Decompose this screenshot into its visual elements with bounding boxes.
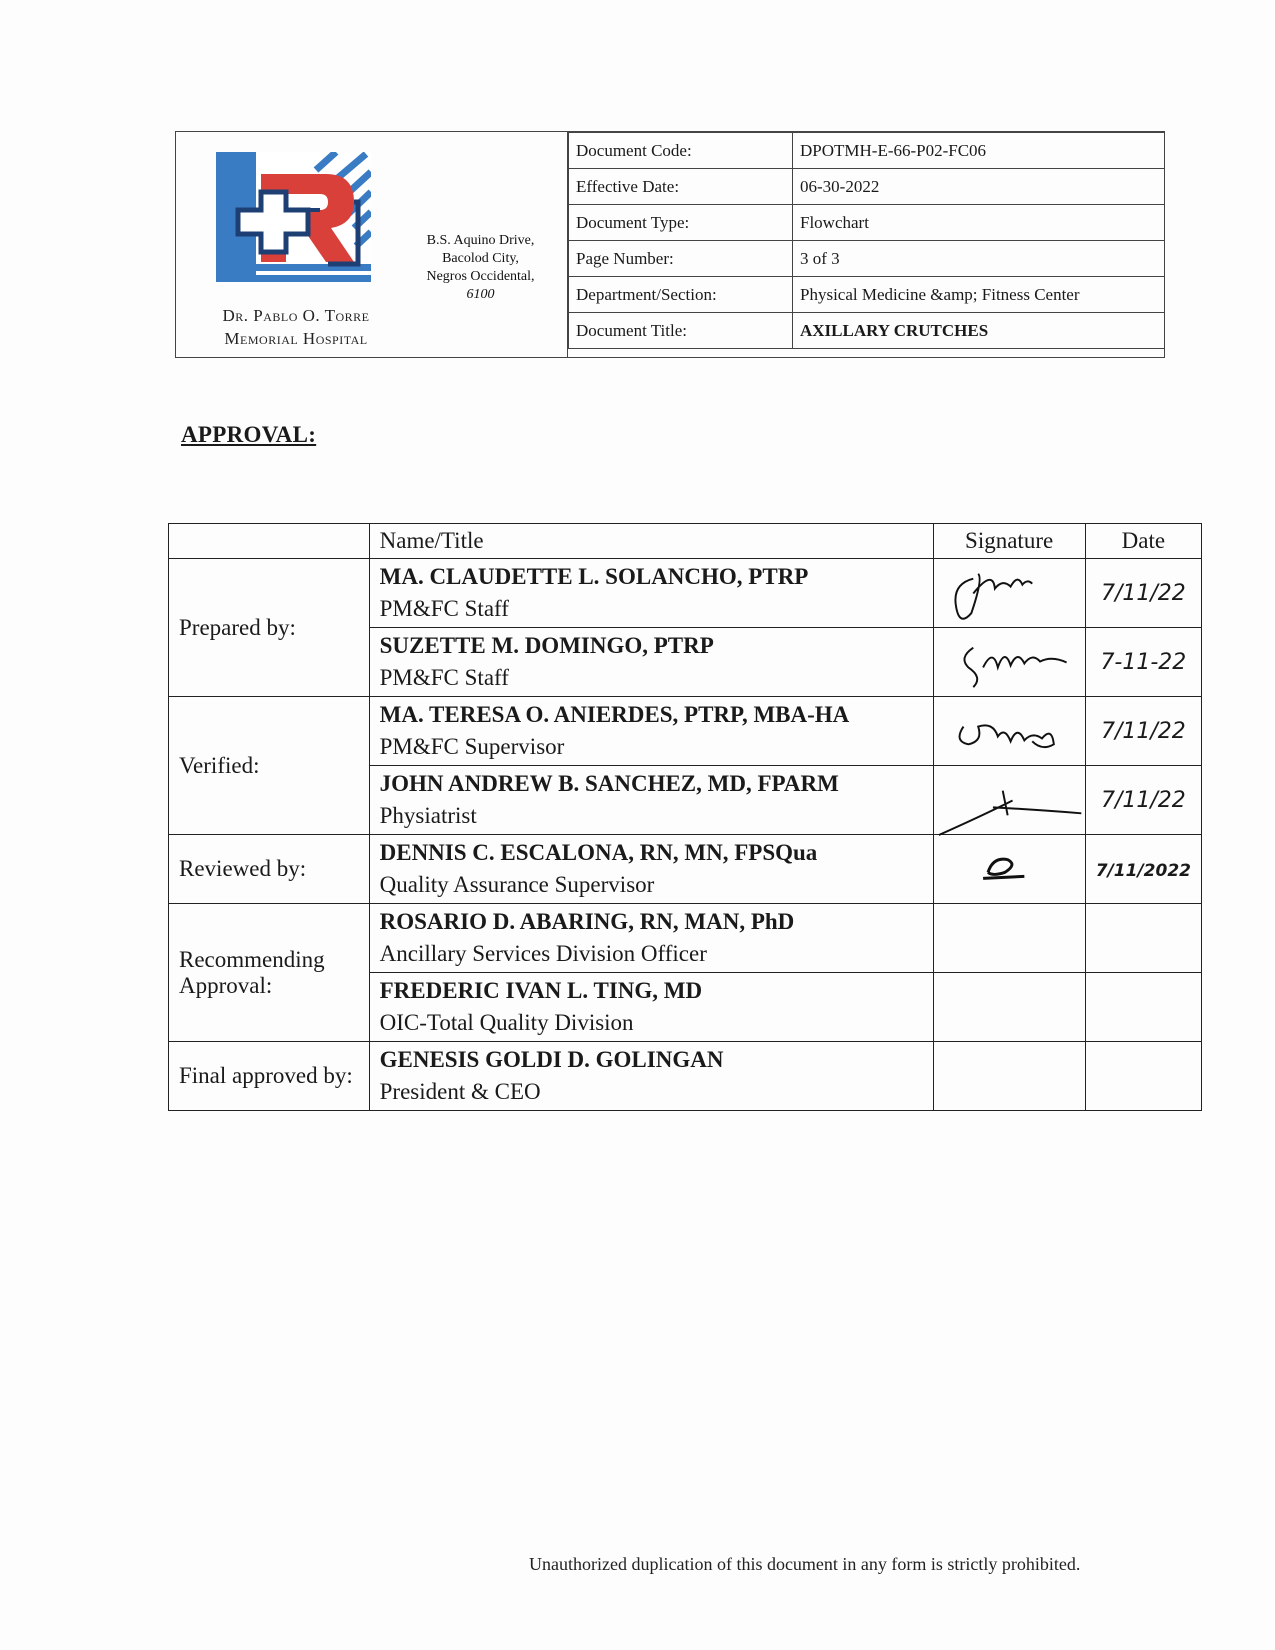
header-role-cell	[169, 524, 370, 559]
signatory-name: ROSARIO D. ABARING, RN, MAN, PhD	[379, 909, 795, 934]
handwritten-signature	[934, 835, 1085, 903]
role-prepared: Prepared by:	[169, 559, 370, 697]
hospital-logo	[216, 152, 371, 282]
signed-date: 7-11-22	[1100, 650, 1187, 675]
signatory-name: DENNIS C. ESCALONA, RN, MN, FPSQua	[379, 840, 818, 865]
signature-cell	[933, 559, 1085, 628]
signatory-cell	[369, 835, 933, 904]
date-cell	[1085, 766, 1201, 835]
address-line3: Negros Occidental,	[426, 269, 535, 284]
signatory-name: MA. CLAUDETTE L. SOLANCHO, PTRP	[379, 564, 809, 589]
signatory-cell	[369, 904, 933, 973]
signature-cell	[933, 697, 1085, 766]
meta-label: Effective Date:	[569, 169, 793, 205]
handwritten-signature	[934, 766, 1085, 834]
meta-value: Physical Medicine &amp; Fitness Center	[793, 277, 1165, 313]
approval-row	[169, 904, 1202, 973]
signatory-name: GENESIS GOLDI D. GOLINGAN	[379, 1047, 724, 1072]
approval-table	[168, 523, 1202, 1111]
signatory-name: JOHN ANDREW B. SANCHEZ, MD, FPARM	[379, 771, 839, 796]
approval-row	[169, 697, 1202, 766]
signatory-name: SUZETTE M. DOMINGO, PTRP	[379, 633, 714, 658]
meta-label: Page Number:	[569, 241, 793, 277]
document-header	[175, 131, 1165, 358]
role-reviewed: Reviewed by:	[169, 835, 370, 904]
hospital-name-line2: Memorial Hospital	[224, 329, 368, 348]
date-cell	[1085, 1042, 1201, 1111]
hospital-address	[408, 232, 553, 304]
role-verified: Verified:	[169, 697, 370, 835]
signatory-title: Physiatrist	[379, 803, 477, 828]
signature-cell	[933, 904, 1085, 973]
hospital-name-line1: Dr. Pablo O. Torre	[222, 306, 370, 325]
signatory-title: Quality Assurance Supervisor	[379, 872, 655, 897]
date-cell	[1085, 559, 1201, 628]
signed-date: 7/11/22	[1100, 719, 1186, 744]
date-cell	[1085, 697, 1201, 766]
signatory-title: OIC-Total Quality Division	[379, 1010, 634, 1035]
signatory-title: President & CEO	[379, 1079, 541, 1104]
signatory-cell	[369, 697, 933, 766]
meta-row	[569, 241, 1165, 277]
address-line2: Bacolod City,	[442, 251, 519, 266]
date-cell	[1085, 904, 1201, 973]
meta-row	[569, 169, 1165, 205]
signatory-cell	[369, 628, 933, 697]
footer-notice: Unauthorized duplication of this document in any form is strictly prohibited.	[529, 1554, 1081, 1574]
signatory-title: PM&FC Staff	[379, 596, 509, 621]
signatory-title: PM&FC Supervisor	[379, 734, 565, 759]
signatory-name: FREDERIC IVAN L. TING, MD	[379, 978, 703, 1003]
date-cell	[1085, 973, 1201, 1042]
address-zip: 6100	[466, 287, 495, 302]
date-cell	[1085, 835, 1201, 904]
meta-label: Department/Section:	[569, 277, 793, 313]
meta-value: Flowchart	[793, 205, 1165, 241]
meta-label: Document Title:	[569, 313, 793, 349]
signed-date: 7/11/22	[1100, 581, 1186, 606]
signature-cell	[933, 628, 1085, 697]
handwritten-signature	[934, 697, 1085, 765]
signatory-cell	[369, 559, 933, 628]
meta-row	[569, 313, 1165, 349]
meta-row	[569, 277, 1165, 313]
meta-row	[569, 133, 1165, 169]
meta-row	[569, 205, 1165, 241]
hospital-name	[186, 304, 406, 350]
header-signature: Signature	[933, 524, 1085, 559]
date-cell	[1085, 628, 1201, 697]
logo-cell	[176, 132, 568, 357]
signed-date: 7/11/2022	[1095, 861, 1191, 881]
header-date: Date	[1085, 524, 1201, 559]
signed-date: 7/11/22	[1100, 788, 1186, 813]
meta-value: 3 of 3	[793, 241, 1165, 277]
meta-value: AXILLARY CRUTCHES	[793, 313, 1165, 349]
signature-cell	[933, 1042, 1085, 1111]
approval-header-row	[169, 524, 1202, 559]
role-recommending: Recommending Approval:	[169, 904, 370, 1042]
signatory-title: Ancillary Services Division Officer	[379, 941, 707, 966]
approval-row	[169, 835, 1202, 904]
approval-row	[169, 1042, 1202, 1111]
signature-cell	[933, 973, 1085, 1042]
meta-label: Document Code:	[569, 133, 793, 169]
document-meta-table	[568, 132, 1165, 349]
handwritten-signature	[934, 559, 1085, 627]
meta-label: Document Type:	[569, 205, 793, 241]
meta-value: 06-30-2022	[793, 169, 1165, 205]
header-name-title: Name/Title	[369, 524, 933, 559]
signatory-title: PM&FC Staff	[379, 665, 509, 690]
handwritten-signature	[934, 628, 1085, 696]
signatory-name: MA. TERESA O. ANIERDES, PTRP, MBA-HA	[379, 702, 850, 727]
role-final: Final approved by:	[169, 1042, 370, 1111]
signature-cell	[933, 835, 1085, 904]
approval-row	[169, 559, 1202, 628]
approval-title: APPROVAL:	[181, 422, 317, 447]
signatory-cell	[369, 1042, 933, 1111]
signatory-cell	[369, 766, 933, 835]
signature-cell	[933, 766, 1085, 835]
meta-value: DPOTMH-E-66-P02-FC06	[793, 133, 1165, 169]
signatory-cell	[369, 973, 933, 1042]
address-line1: B.S. Aquino Drive,	[426, 233, 535, 248]
